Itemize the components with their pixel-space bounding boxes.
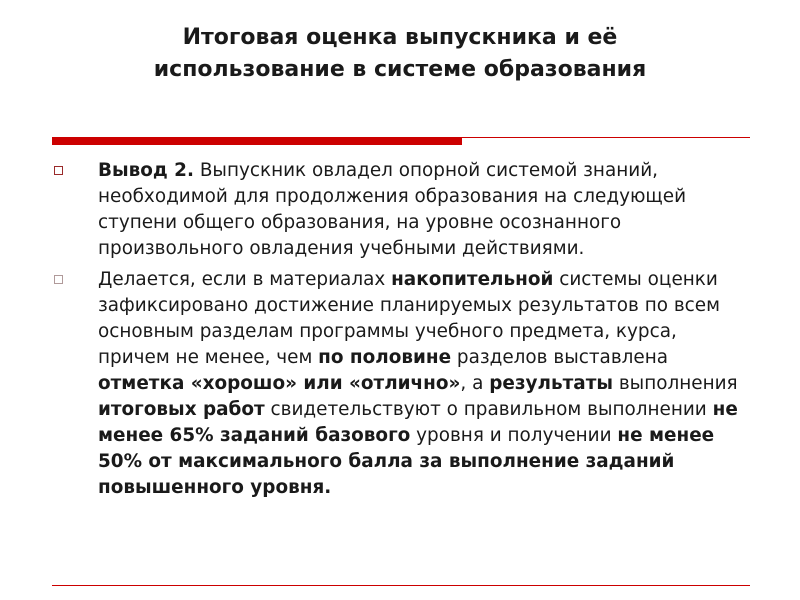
bullet-item-conclusion [0,158,800,262]
bold-text-segment: не менее 50% от максимального балла за выполнение заданий повышенного уровня. [98,425,715,498]
text-segment: разделов выставлена [451,347,669,368]
bold-text-segment: Вывод 2. [98,160,194,181]
text-segment: Выпускник овладел опорной системой знаний, необходимой для продолжения образования на следующей ступени общего образования, на уровне осознанного произвольного овладения учебными действиями. [98,160,687,259]
text-segment: выполнения [613,373,738,394]
slide-title-line-2: использование в системе образования [153,57,647,82]
bold-text-segment: накопительной [391,269,554,290]
bold-text-segment: результаты [489,373,613,394]
bullet-item-criteria [0,267,800,501]
text-segment: системы оценки зафиксировано достижение планируемых результатов по всем основным разделам программы учебного предмета, курса, причем не менее, чем [98,269,720,368]
slide-title-line-1: Итоговая оценка выпускника и её [182,25,618,50]
bullet-text [98,160,686,259]
bold-text-segment: отметка «хорошо» или «отлично» [98,373,461,394]
bullet-text [98,269,738,498]
title-accent-bar [52,137,462,145]
text-segment: свидетельствуют о правильном выполнении [264,399,713,420]
bold-text-segment: итоговых работ [98,399,265,420]
bold-text-segment: по половине [318,347,452,368]
text-segment: Делается, если в материалах [98,269,392,290]
hollow-square-icon [54,275,63,284]
hollow-square-icon [54,166,63,175]
bold-text-segment: не менее 65% заданий базового [98,399,738,446]
text-segment: уровня и получении [410,425,618,446]
bullet-list [0,158,800,506]
footer-divider-line [52,585,750,586]
text-segment: , а [460,373,490,394]
slide-title [0,22,800,86]
